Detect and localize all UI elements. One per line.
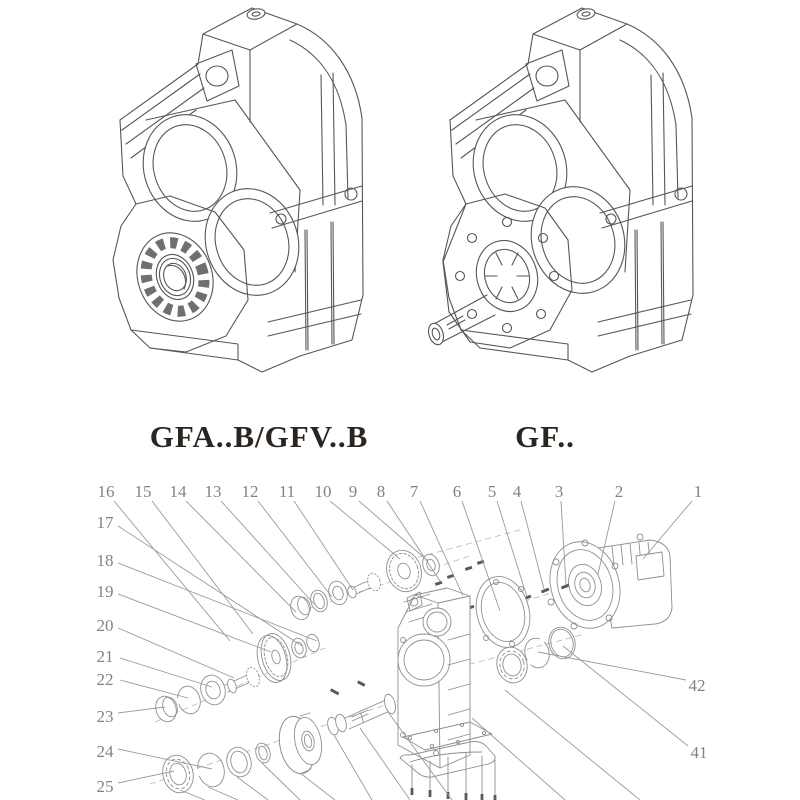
svg-text:25: 25 [96,777,114,796]
svg-text:42: 42 [688,676,706,695]
intermediate-assembly [152,630,321,724]
svg-text:14: 14 [169,482,187,501]
svg-text:20: 20 [96,616,114,635]
callout-4 [513,482,544,589]
svg-text:9: 9 [348,482,358,501]
callout-25 [97,771,175,796]
svg-text:12: 12 [241,482,259,501]
svg-text:13: 13 [204,482,222,501]
svg-text:16: 16 [97,482,115,501]
mounting-ear [526,50,569,101]
callout-23 [97,707,166,726]
ring [254,742,273,765]
callout-21 [97,647,213,687]
svg-text:11: 11 [278,482,296,501]
callout-15 [135,482,254,634]
svg-text:24: 24 [96,742,114,761]
bearing [493,644,531,687]
svg-text:23: 23 [96,707,114,726]
ring [305,633,321,653]
model-label-gfab-gfvb: GFA..B/GFV..B [149,419,369,454]
svg-text:17: 17 [96,513,114,532]
mounting-ear [196,50,239,101]
snap-ring [194,750,228,790]
callout-14 [170,482,297,612]
output-shaft [426,295,495,347]
svg-text:6: 6 [452,482,462,501]
exploded-diagram [0,460,800,800]
svg-text:21: 21 [96,647,114,666]
callout-16 [98,482,231,641]
svg-text:18: 18 [96,551,114,570]
svg-text:15: 15 [134,482,152,501]
callout-41 [563,646,708,762]
drawing-gf [426,8,693,372]
output-shaft [326,680,398,736]
svg-text:3: 3 [554,482,564,501]
svg-text:7: 7 [409,482,419,501]
callout-17 [97,513,303,646]
model-label-gf: GF.. [515,419,575,454]
ear-hole [206,66,228,86]
callout-10 [315,482,401,559]
svg-text:8: 8 [376,482,386,501]
oil-seal [224,744,255,779]
output-gear [274,713,325,777]
svg-text:5: 5 [487,482,497,501]
svg-text:2: 2 [614,482,624,501]
svg-text:41: 41 [690,743,708,762]
ear-hole [536,66,558,86]
callout-24 [97,742,213,769]
drawing-gfab-gfvb [113,8,363,372]
callout-20 [97,616,235,678]
svg-text:22: 22 [96,670,114,689]
svg-text:19: 19 [96,582,114,601]
svg-text:1: 1 [693,482,703,501]
bearing [197,672,229,708]
svg-text:10: 10 [314,482,332,501]
svg-text:4: 4 [512,482,522,501]
callout-19 [97,582,272,652]
callout-22 [97,670,189,698]
callout-13 [205,482,315,604]
